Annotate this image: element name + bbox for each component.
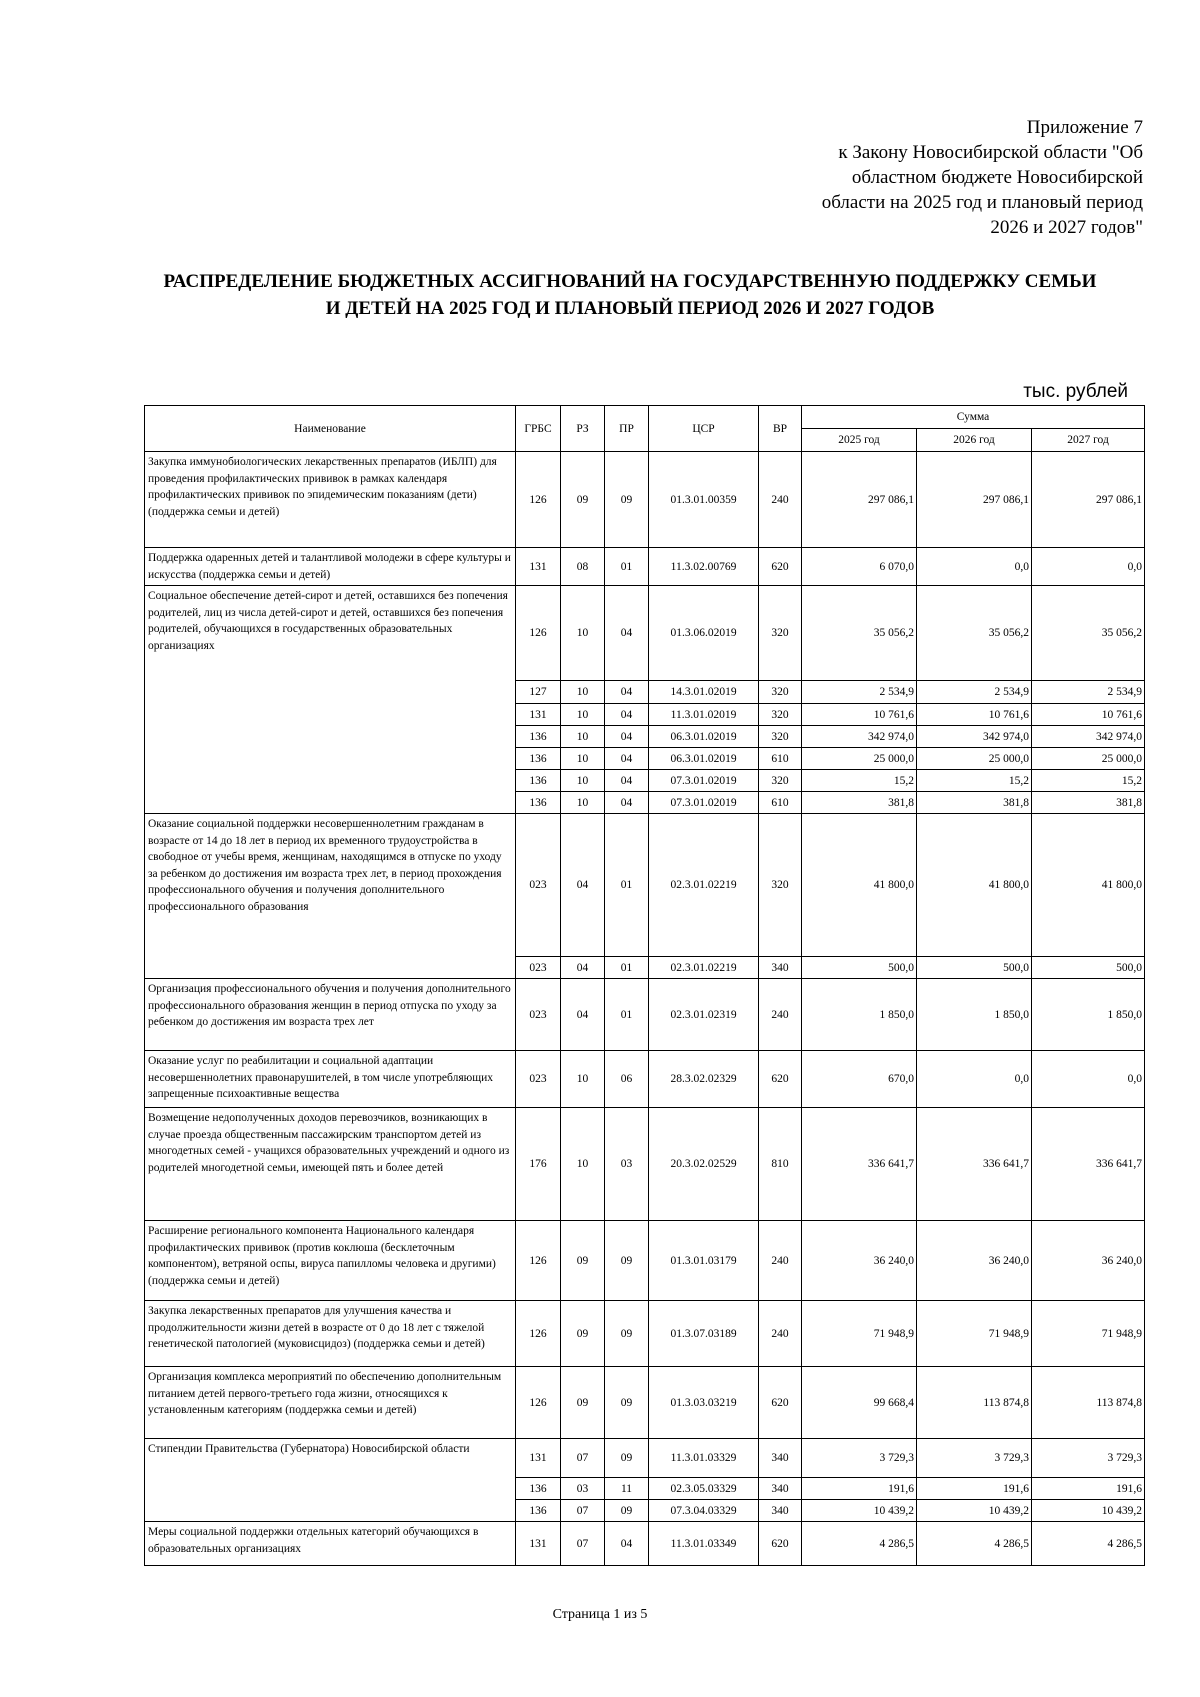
cell-csr: 01.3.01.00359 <box>649 452 759 548</box>
cell-vr: 320 <box>759 770 802 792</box>
cell-sum-2025: 336 641,7 <box>802 1108 917 1221</box>
cell-grbs: 176 <box>516 1108 561 1221</box>
cell-rz: 04 <box>561 814 605 957</box>
cell-csr: 01.3.06.02019 <box>649 586 759 681</box>
cell-rz: 10 <box>561 704 605 726</box>
cell-vr: 240 <box>759 452 802 548</box>
cell-sum-2026: 10 761,6 <box>917 704 1032 726</box>
header-pr: ПР <box>605 406 649 452</box>
cell-pr: 04 <box>605 1522 649 1566</box>
cell-csr: 06.3.01.02019 <box>649 726 759 748</box>
cell-sum-2026: 71 948,9 <box>917 1301 1032 1367</box>
cell-sum-2027: 297 086,1 <box>1032 452 1145 548</box>
cell-pr: 09 <box>605 1500 649 1522</box>
cell-sum-2027: 10 761,6 <box>1032 704 1145 726</box>
cell-rz: 10 <box>561 792 605 814</box>
cell-sum-2027: 191,6 <box>1032 1478 1145 1500</box>
cell-sum-2027: 0,0 <box>1032 548 1145 586</box>
cell-csr: 11.3.01.02019 <box>649 704 759 726</box>
cell-sum-2025: 10 761,6 <box>802 704 917 726</box>
cell-pr: 01 <box>605 814 649 957</box>
cell-rz: 10 <box>561 586 605 681</box>
header-year-2026: 2026 год <box>917 429 1032 452</box>
cell-sum-2027: 113 874,8 <box>1032 1367 1145 1439</box>
cell-sum-2025: 342 974,0 <box>802 726 917 748</box>
cell-grbs: 023 <box>516 979 561 1051</box>
row-name: Расширение регионального компонента Национального календаря профилактических прививок (против коклюша (бесклеточным компонентом), ветряной оспы, вируса папилломы человека и другими) (поддержка семьи и детей) <box>145 1221 516 1301</box>
cell-rz: 07 <box>561 1500 605 1522</box>
cell-grbs: 126 <box>516 1221 561 1301</box>
appendix-line: областном бюджете Новосибирской <box>851 167 1143 188</box>
cell-pr: 04 <box>605 681 649 704</box>
cell-vr: 620 <box>759 1051 802 1108</box>
cell-vr: 320 <box>759 704 802 726</box>
cell-csr: 01.3.07.03189 <box>649 1301 759 1367</box>
cell-sum-2025: 35 056,2 <box>802 586 917 681</box>
cell-vr: 610 <box>759 748 802 770</box>
appendix-line: 2026 и 2027 годов" <box>990 217 1143 238</box>
cell-grbs: 136 <box>516 1500 561 1522</box>
cell-rz: 09 <box>561 1301 605 1367</box>
cell-rz: 10 <box>561 770 605 792</box>
cell-sum-2025: 15,2 <box>802 770 917 792</box>
cell-sum-2025: 4 286,5 <box>802 1522 917 1566</box>
title-line: РАСПРЕДЕЛЕНИЕ БЮДЖЕТНЫХ АССИГНОВАНИЙ НА ГОСУДАРСТВЕННУЮ ПОДДЕРЖКУ СЕМЬИ <box>163 271 1097 292</box>
cell-sum-2025: 25 000,0 <box>802 748 917 770</box>
table-row <box>145 1221 1145 1301</box>
appendix-reference <box>683 115 1143 240</box>
cell-csr: 02.3.05.03329 <box>649 1478 759 1500</box>
cell-vr: 240 <box>759 1221 802 1301</box>
cell-sum-2027: 336 641,7 <box>1032 1108 1145 1221</box>
document-title <box>120 268 1140 322</box>
cell-sum-2026: 2 534,9 <box>917 681 1032 704</box>
cell-grbs: 136 <box>516 770 561 792</box>
cell-sum-2025: 10 439,2 <box>802 1500 917 1522</box>
cell-vr: 340 <box>759 957 802 979</box>
table-row <box>145 814 1145 957</box>
cell-pr: 06 <box>605 1051 649 1108</box>
cell-sum-2025: 297 086,1 <box>802 452 917 548</box>
header-vr: ВР <box>759 406 802 452</box>
cell-sum-2026: 0,0 <box>917 548 1032 586</box>
cell-csr: 01.3.03.03219 <box>649 1367 759 1439</box>
header-sum: Сумма <box>802 406 1145 429</box>
cell-sum-2026: 342 974,0 <box>917 726 1032 748</box>
cell-sum-2027: 36 240,0 <box>1032 1221 1145 1301</box>
row-name: Стипендии Правительства (Губернатора) Новосибирской области <box>145 1439 516 1522</box>
cell-grbs: 126 <box>516 1301 561 1367</box>
cell-sum-2026: 381,8 <box>917 792 1032 814</box>
row-name: Возмещение недополученных доходов перевозчиков, возникающих в случае проезда общественным пассажирским транспортом детей из многодетных семей - учащихся образовательных учреждений и одного из родителей многодетной семьи, имеющей пять и более детей <box>145 1108 516 1221</box>
cell-grbs: 127 <box>516 681 561 704</box>
cell-sum-2027: 35 056,2 <box>1032 586 1145 681</box>
cell-grbs: 126 <box>516 452 561 548</box>
cell-sum-2027: 500,0 <box>1032 957 1145 979</box>
cell-pr: 04 <box>605 726 649 748</box>
header-csr: ЦСР <box>649 406 759 452</box>
cell-vr: 620 <box>759 1522 802 1566</box>
cell-grbs: 023 <box>516 814 561 957</box>
cell-grbs: 131 <box>516 548 561 586</box>
table-body <box>145 452 1145 1566</box>
cell-sum-2026: 0,0 <box>917 1051 1032 1108</box>
cell-vr: 810 <box>759 1108 802 1221</box>
cell-pr: 04 <box>605 748 649 770</box>
row-name: Закупка лекарственных препаратов для улучшения качества и продолжительности жизни детей в возрасте от 0 до 18 лет с тяжелой генетической патологией (муковисцидоз) (поддержка семьи и детей) <box>145 1301 516 1367</box>
cell-pr: 01 <box>605 957 649 979</box>
cell-grbs: 023 <box>516 957 561 979</box>
cell-csr: 11.3.02.00769 <box>649 548 759 586</box>
cell-rz: 04 <box>561 979 605 1051</box>
cell-sum-2026: 10 439,2 <box>917 1500 1032 1522</box>
cell-grbs: 131 <box>516 1522 561 1566</box>
header-year-2027: 2027 год <box>1032 429 1145 452</box>
cell-rz: 07 <box>561 1522 605 1566</box>
row-name: Социальное обеспечение детей-сирот и детей, оставшихся без попечения родителей, лиц из числа детей-сирот и детей, оставшихся без попечения родителей, обучающихся в государственных образовательных организациях <box>145 586 516 814</box>
appendix-line: к Закону Новосибирской области "Об <box>838 142 1143 163</box>
cell-sum-2027: 381,8 <box>1032 792 1145 814</box>
cell-csr: 11.3.01.03329 <box>649 1439 759 1478</box>
cell-pr: 09 <box>605 1221 649 1301</box>
cell-pr: 09 <box>605 1367 649 1439</box>
cell-pr: 04 <box>605 704 649 726</box>
cell-vr: 320 <box>759 726 802 748</box>
cell-grbs: 136 <box>516 1478 561 1500</box>
cell-sum-2026: 113 874,8 <box>917 1367 1032 1439</box>
cell-csr: 02.3.01.02219 <box>649 957 759 979</box>
row-name: Меры социальной поддержки отдельных категорий обучающихся в образовательных организациях <box>145 1522 516 1566</box>
cell-sum-2025: 500,0 <box>802 957 917 979</box>
cell-grbs: 126 <box>516 586 561 681</box>
table-row <box>145 1108 1145 1221</box>
cell-csr: 14.3.01.02019 <box>649 681 759 704</box>
cell-vr: 240 <box>759 979 802 1051</box>
cell-pr: 01 <box>605 979 649 1051</box>
title-line: И ДЕТЕЙ НА 2025 ГОД И ПЛАНОВЫЙ ПЕРИОД 2026 И 2027 ГОДОВ <box>325 298 935 319</box>
cell-pr: 04 <box>605 586 649 681</box>
cell-sum-2026: 191,6 <box>917 1478 1032 1500</box>
cell-sum-2026: 297 086,1 <box>917 452 1032 548</box>
cell-sum-2026: 15,2 <box>917 770 1032 792</box>
row-name: Оказание услуг по реабилитации и социальной адаптации несовершеннолетних правонарушителей, в том числе употребляющих запрещенные психоактивные вещества <box>145 1051 516 1108</box>
cell-sum-2025: 3 729,3 <box>802 1439 917 1478</box>
cell-grbs: 131 <box>516 1439 561 1478</box>
row-name: Организация комплекса мероприятий по обеспечению дополнительным питанием детей первого-третьего года жизни, относящихся к установленным категориям (поддержка семьи и детей) <box>145 1367 516 1439</box>
cell-rz: 09 <box>561 452 605 548</box>
cell-sum-2025: 36 240,0 <box>802 1221 917 1301</box>
cell-pr: 04 <box>605 770 649 792</box>
cell-sum-2026: 336 641,7 <box>917 1108 1032 1221</box>
cell-sum-2026: 25 000,0 <box>917 748 1032 770</box>
cell-rz: 10 <box>561 748 605 770</box>
cell-sum-2027: 25 000,0 <box>1032 748 1145 770</box>
cell-grbs: 126 <box>516 1367 561 1439</box>
cell-csr: 07.3.01.02019 <box>649 792 759 814</box>
cell-pr: 09 <box>605 452 649 548</box>
cell-sum-2025: 670,0 <box>802 1051 917 1108</box>
cell-sum-2026: 41 800,0 <box>917 814 1032 957</box>
row-name: Поддержка одаренных детей и талантливой молодежи в сфере культуры и искусства (поддержка семьи и детей) <box>145 548 516 586</box>
appendix-line: области на 2025 год и плановый период <box>821 192 1143 213</box>
cell-sum-2025: 191,6 <box>802 1478 917 1500</box>
cell-sum-2027: 2 534,9 <box>1032 681 1145 704</box>
cell-grbs: 136 <box>516 792 561 814</box>
row-name: Оказание социальной поддержки несовершеннолетним гражданам в возрасте от 14 до 18 лет в период их временного трудоустройства в свободное от учебы время, женщинам, находящимся в отпуске по уходу за ребенком до достижения им возраста трех лет, в период прохождения профессионального обучения и получения дополнительного профессионального образования <box>145 814 516 979</box>
cell-vr: 240 <box>759 1301 802 1367</box>
cell-vr: 610 <box>759 792 802 814</box>
cell-sum-2026: 36 240,0 <box>917 1221 1032 1301</box>
cell-sum-2027: 1 850,0 <box>1032 979 1145 1051</box>
cell-grbs: 023 <box>516 1051 561 1108</box>
cell-sum-2027: 15,2 <box>1032 770 1145 792</box>
cell-vr: 320 <box>759 814 802 957</box>
cell-csr: 06.3.01.02019 <box>649 748 759 770</box>
cell-csr: 07.3.01.02019 <box>649 770 759 792</box>
cell-sum-2027: 10 439,2 <box>1032 1500 1145 1522</box>
cell-vr: 620 <box>759 1367 802 1439</box>
cell-vr: 620 <box>759 548 802 586</box>
table-row <box>145 1301 1145 1367</box>
header-name: Наименование <box>145 406 516 452</box>
cell-csr: 07.3.04.03329 <box>649 1500 759 1522</box>
cell-vr: 320 <box>759 681 802 704</box>
table-row <box>145 979 1145 1051</box>
table-row <box>145 586 1145 681</box>
cell-pr: 01 <box>605 548 649 586</box>
cell-grbs: 136 <box>516 748 561 770</box>
cell-rz: 08 <box>561 548 605 586</box>
cell-csr: 02.3.01.02319 <box>649 979 759 1051</box>
cell-vr: 320 <box>759 586 802 681</box>
cell-sum-2027: 71 948,9 <box>1032 1301 1145 1367</box>
cell-grbs: 131 <box>516 704 561 726</box>
row-name: Закупка иммунобиологических лекарственных препаратов (ИБЛП) для проведения профилактических прививок в рамках календаря профилактических прививок по эпидемическим показаниям (дети) (поддержка семьи и детей) <box>145 452 516 548</box>
cell-rz: 10 <box>561 681 605 704</box>
cell-sum-2025: 6 070,0 <box>802 548 917 586</box>
header-year-2025: 2025 год <box>802 429 917 452</box>
cell-vr: 340 <box>759 1500 802 1522</box>
cell-sum-2025: 99 668,4 <box>802 1367 917 1439</box>
cell-sum-2026: 4 286,5 <box>917 1522 1032 1566</box>
row-name: Организация профессионального обучения и получения дополнительного профессионального образования женщин в период отпуска по уходу за ребенком до достижения им возраста трех лет <box>145 979 516 1051</box>
cell-sum-2025: 381,8 <box>802 792 917 814</box>
cell-vr: 340 <box>759 1478 802 1500</box>
cell-pr: 09 <box>605 1439 649 1478</box>
budget-table <box>144 405 1145 1566</box>
cell-sum-2025: 1 850,0 <box>802 979 917 1051</box>
cell-pr: 04 <box>605 792 649 814</box>
cell-csr: 01.3.01.03179 <box>649 1221 759 1301</box>
units-label: тыс. рублей <box>1023 381 1128 402</box>
cell-pr: 11 <box>605 1478 649 1500</box>
cell-sum-2027: 3 729,3 <box>1032 1439 1145 1478</box>
cell-sum-2026: 35 056,2 <box>917 586 1032 681</box>
table-row <box>145 452 1145 548</box>
cell-sum-2026: 3 729,3 <box>917 1439 1032 1478</box>
cell-sum-2025: 41 800,0 <box>802 814 917 957</box>
cell-rz: 07 <box>561 1439 605 1478</box>
cell-pr: 03 <box>605 1108 649 1221</box>
cell-sum-2026: 500,0 <box>917 957 1032 979</box>
cell-sum-2027: 0,0 <box>1032 1051 1145 1108</box>
cell-sum-2025: 2 534,9 <box>802 681 917 704</box>
cell-rz: 03 <box>561 1478 605 1500</box>
header-rz: РЗ <box>561 406 605 452</box>
cell-rz: 04 <box>561 957 605 979</box>
cell-sum-2027: 4 286,5 <box>1032 1522 1145 1566</box>
cell-rz: 10 <box>561 1051 605 1108</box>
cell-sum-2025: 71 948,9 <box>802 1301 917 1367</box>
appendix-line: Приложение 7 <box>1026 117 1143 138</box>
table-row <box>145 1367 1145 1439</box>
cell-csr: 20.3.02.02529 <box>649 1108 759 1221</box>
cell-sum-2026: 1 850,0 <box>917 979 1032 1051</box>
cell-vr: 340 <box>759 1439 802 1478</box>
cell-pr: 09 <box>605 1301 649 1367</box>
cell-rz: 09 <box>561 1367 605 1439</box>
table-row <box>145 1051 1145 1108</box>
table-row <box>145 548 1145 586</box>
cell-rz: 09 <box>561 1221 605 1301</box>
cell-rz: 10 <box>561 1108 605 1221</box>
page-number: Страница 1 из 5 <box>552 1607 648 1622</box>
table-row <box>145 1522 1145 1566</box>
cell-sum-2027: 41 800,0 <box>1032 814 1145 957</box>
cell-csr: 02.3.01.02219 <box>649 814 759 957</box>
cell-sum-2027: 342 974,0 <box>1032 726 1145 748</box>
cell-grbs: 136 <box>516 726 561 748</box>
cell-csr: 28.3.02.02329 <box>649 1051 759 1108</box>
cell-rz: 10 <box>561 726 605 748</box>
header-grbs: ГРБС <box>516 406 561 452</box>
cell-csr: 11.3.01.03349 <box>649 1522 759 1566</box>
table-row <box>145 1439 1145 1478</box>
